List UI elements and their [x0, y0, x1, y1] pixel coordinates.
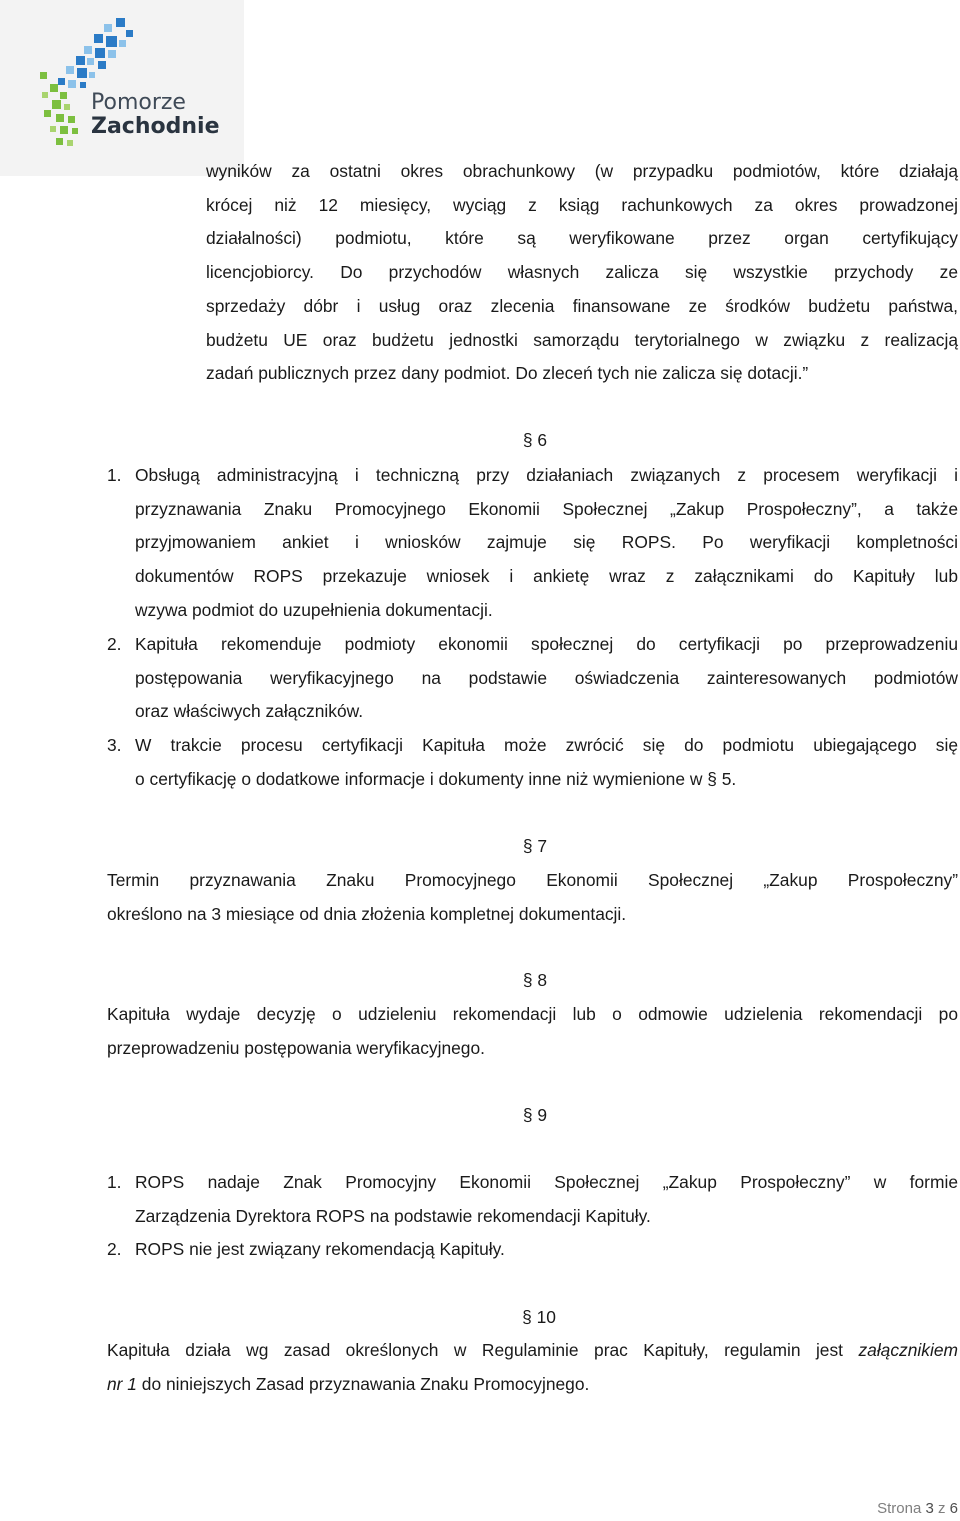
text-line: ROPS nadaje Znak Promocyjny Ekonomii Społecznej „Zakup Prospołeczny” w formie: [135, 1172, 958, 1192]
text-line: Termin przyznawania Znaku Promocyjnego Ekonomii Społecznej „Zakup Prospołeczny”: [107, 870, 958, 890]
text-line: oraz właściwych załączników.: [135, 701, 364, 722]
text-line: [107, 1334, 958, 1368]
text-line: przeprowadzeniu postępowania weryfikacyjnego.: [107, 1037, 485, 1058]
text-line: wyników za ostatni okres obrachunkowy (w przypadku podmiotów, które działają: [206, 161, 958, 181]
section-5-continuation: [206, 155, 958, 391]
section-7-text: [107, 864, 958, 931]
text-line: krócej niż 12 miesięcy, wyciąg z ksiąg rachunkowych za okres prowadzonej: [206, 194, 958, 215]
text-line: licencjobiorcy. Do przychodów własnych zalicza się wszystkie przychody ze: [206, 262, 958, 283]
section-9-item-2: [135, 1233, 958, 1267]
text-line: wzywa podmiot do uzupełnienia dokumentacji.: [135, 599, 493, 620]
section-6-item-1: [135, 459, 958, 628]
list-number: 2.: [107, 1239, 122, 1259]
text-line: Kapituła rekomenduje podmioty ekonomii społecznej do certyfikacji po przeprowadzeniu: [135, 634, 958, 654]
list-number: 2.: [107, 634, 122, 654]
section-6-item-3: [135, 729, 958, 796]
italic-run: załącznikiem: [858, 1340, 958, 1360]
footer-page-number: 3: [925, 1500, 934, 1517]
logo-text-line2: Zachodnie: [91, 114, 220, 139]
text-line: Obsługą administracyjną i techniczną przy działaniach związanych z procesem weryfikacji i: [135, 465, 958, 485]
logo-mark-icon: [0, 0, 244, 176]
text-line: przyjmowaniem ankiet i wniosków zajmuje się ROPS. Po weryfikacji kompletności: [135, 532, 958, 553]
text-line: Zarządzenia Dyrektora ROPS na podstawie rekomendacji Kapituły.: [135, 1205, 651, 1226]
italic-run: nr 1: [107, 1373, 137, 1394]
section-10-text: [107, 1334, 958, 1401]
section-7-title: § 7: [522, 836, 548, 856]
text-line: sprzedaży dóbr i usług oraz zlecenia finansowane ze środków budżetu państwa,: [206, 295, 958, 316]
text-line: Kapituła wydaje decyzję o udzieleniu rekomendacji lub o odmowie udzielenia rekomendacji po: [107, 1004, 958, 1024]
text-run: Kapituła działa wg zasad określonych w Regulaminie prac Kapituły, regulamin jest: [107, 1340, 859, 1360]
text-line: ROPS nie jest związany rekomendacją Kapituły.: [135, 1239, 505, 1259]
text-line: zadań publicznych przez dany podmiot. Do zleceń tych nie zalicza się dotacji.”: [206, 363, 809, 384]
text-line: [107, 1368, 958, 1402]
logo-text-line1: Pomorze: [91, 90, 186, 115]
text-line: budżetu UE oraz budżetu jednostki samorządu terytorialnego w związku z realizacją: [206, 329, 958, 350]
text-line: o certyfikację o dodatkowe informacje i dokumenty inne niż wymienione w § 5.: [135, 768, 737, 789]
text-line: W trakcie procesu certyfikacji Kapituła może zwrócić się do podmiotu ubiegającego się: [135, 735, 958, 755]
list-number: 1.: [107, 465, 122, 485]
text-run: do niniejszych Zasad przyznawania Znaku Promocyjnego.: [136, 1373, 590, 1394]
list-number: 3.: [107, 735, 122, 755]
section-6-title: § 6: [522, 430, 548, 450]
text-line: działalności) podmiotu, które są weryfikowane przez organ certyfikujący: [206, 228, 958, 249]
section-9-title: § 9: [522, 1105, 548, 1125]
section-9-item-1: [135, 1166, 958, 1233]
footer-page-total: 6: [949, 1500, 958, 1517]
text-line: dokumentów ROPS przekazuje wniosek i ankietę wraz z załącznikami do Kapituły lub: [135, 566, 958, 587]
logo: [0, 0, 244, 176]
section-8-title: § 8: [522, 970, 548, 990]
section-6-item-2: [135, 628, 958, 729]
section-8-text: [107, 998, 958, 1065]
text-line: postępowania weryfikacyjnego na podstawie oświadczenia zainteresowanych podmiotów: [135, 667, 958, 688]
page-footer: [877, 1500, 958, 1517]
list-number: 1.: [107, 1172, 122, 1192]
footer-separator: z: [933, 1500, 950, 1517]
section-10-title: § 10: [522, 1307, 556, 1327]
footer-label: Strona: [877, 1500, 926, 1517]
text-line: określono na 3 miesiące od dnia złożenia kompletnej dokumentacji.: [107, 903, 627, 924]
text-line: przyznawania Znaku Promocyjnego Ekonomii Społecznej „Zakup Prospołeczny”, a także: [135, 498, 958, 519]
